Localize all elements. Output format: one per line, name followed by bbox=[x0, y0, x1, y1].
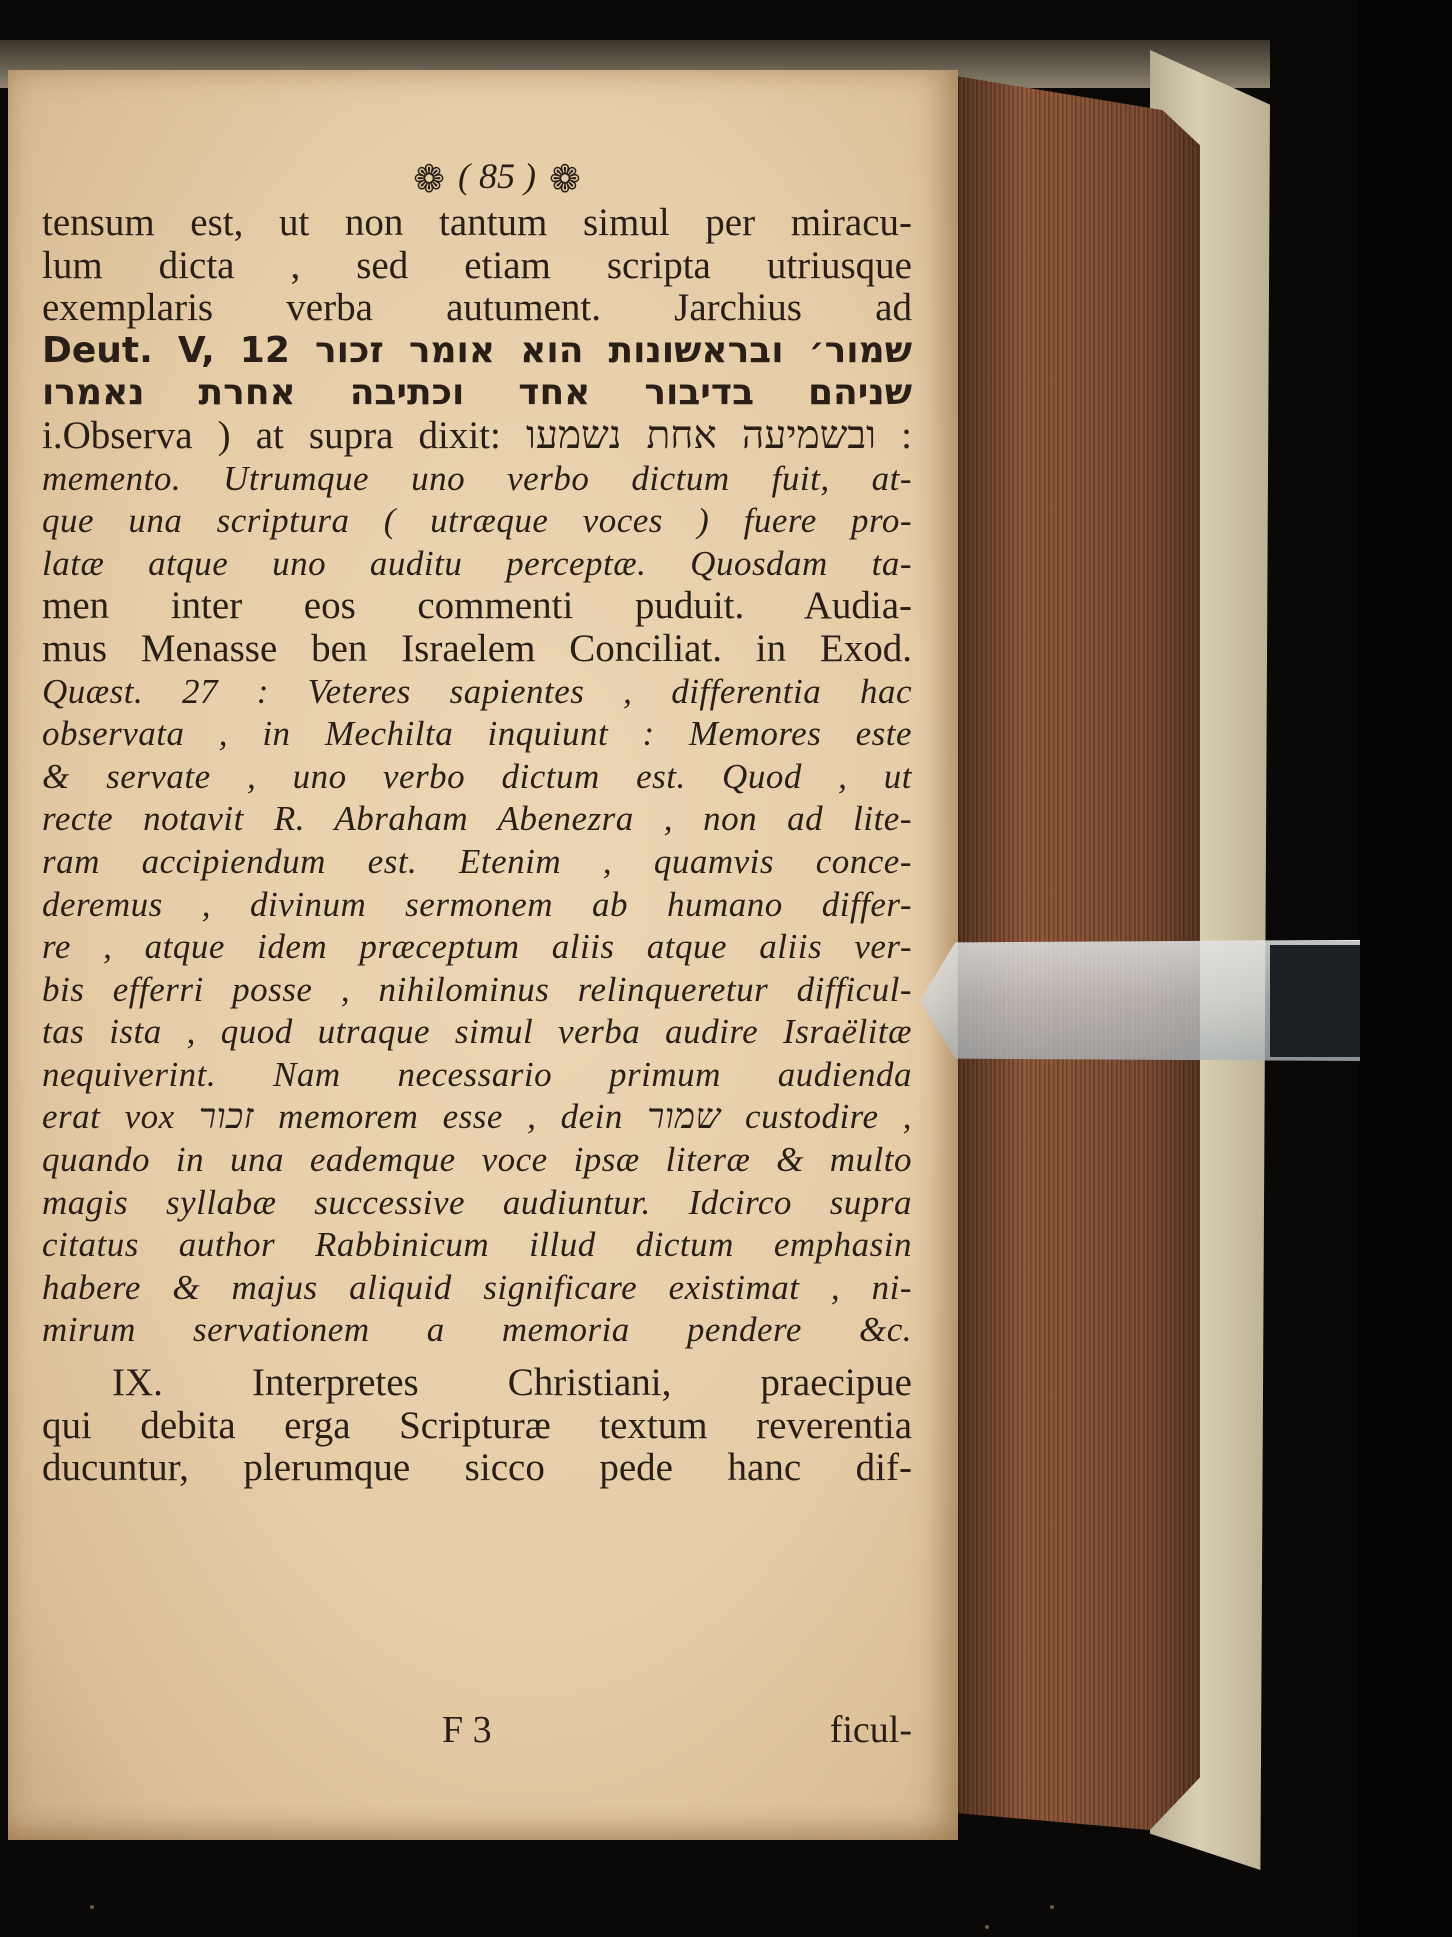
ornament-right-icon: ❁ bbox=[548, 158, 581, 201]
dust-speck bbox=[985, 1925, 989, 1929]
text-line: observata , in Mechilta inquiunt : Memores este bbox=[42, 714, 912, 754]
text-line-hebrew: שניהם בדיבור אחד וכתיבה אחרת נאמרו bbox=[42, 372, 912, 414]
text-line: Quæst. 27 : Veteres sapientes , differentia hac bbox=[42, 671, 912, 711]
text-line: que una scriptura ( utræque voces ) fuere pro- bbox=[42, 501, 912, 541]
page-number: ( 85 ) bbox=[458, 156, 536, 196]
text-line: mirum servationem a memoria pendere &c. bbox=[42, 1310, 912, 1350]
text-line: citatus author Rabbinicum illud dictum emphasin bbox=[42, 1225, 912, 1265]
text-line: ram accipiendum est. Etenim , quamvis conce- bbox=[42, 841, 912, 881]
ornament-left-icon: ❁ bbox=[413, 158, 445, 201]
text-line: ducuntur, plerumque sicco pede hanc dif- bbox=[42, 1447, 912, 1490]
text-line: IX. Interpretes Christiani, praecipue bbox=[112, 1362, 912, 1405]
text-line: re , atque idem præceptum aliis atque aliis ver- bbox=[42, 927, 912, 967]
signature-mark: F 3 bbox=[442, 1709, 492, 1751]
text-line: habere & majus aliquid significare existimat , ni- bbox=[42, 1267, 912, 1307]
text-line: tas ista , quod utraque simul verba audire Israëlitæ bbox=[42, 1012, 912, 1052]
text-line: tensum est, ut non tantum simul per miracu- bbox=[42, 202, 912, 244]
text-line: bis efferri posse , nihilominus relinqueretur difficul- bbox=[42, 969, 912, 1009]
text-line: qui debita erga Scripturæ textum reverentia bbox=[42, 1404, 912, 1447]
text-line: nequiverint. Nam necessario primum audienda bbox=[42, 1054, 912, 1094]
text-line: memento. Utrumque uno verbo dictum fuit, at- bbox=[42, 458, 912, 498]
text-line: deremus , divinum sermonem ab humano differ- bbox=[42, 884, 912, 924]
page-text bbox=[42, 150, 912, 1490]
text-line: magis syllabæ successive audiuntur. Idcirco supra bbox=[42, 1182, 912, 1222]
text-line: men inter eos commenti puduit. Audia- bbox=[42, 585, 912, 628]
text-line: latæ atque uno auditu perceptæ. Quosdam ta- bbox=[42, 543, 912, 583]
background-dark bbox=[1358, 0, 1452, 1937]
page-footer bbox=[42, 1708, 912, 1752]
text-line: erat vox זכור memorem esse , dein שמור custodire , bbox=[42, 1097, 912, 1137]
bookmark-shadow bbox=[1270, 945, 1360, 1057]
dust-speck bbox=[1050, 1905, 1054, 1909]
text-line: lum dicta , sed etiam scripta utriusque bbox=[42, 244, 912, 287]
catchword: ficul- bbox=[829, 1709, 912, 1751]
text-line: i.Observa ) at supra dixit: ובשמיעה אחת נשמעו : bbox=[42, 414, 912, 457]
dust-speck bbox=[90, 1905, 94, 1909]
text-line-hebrew: Deut. V, 12 שמור׳ ובראשונות הוא אומר זכור bbox=[42, 329, 912, 371]
text-line: & servate , uno verbo dictum est. Quod , ut bbox=[42, 756, 912, 796]
text-line: mus Menasse ben Israelem Conciliat. in Exod. bbox=[42, 627, 912, 670]
text-line: quando in una eademque voce ipsæ literæ & multo bbox=[42, 1140, 912, 1180]
text-line: recte notavit R. Abraham Abenezra , non ad lite- bbox=[42, 799, 912, 839]
running-head bbox=[82, 150, 912, 202]
text-line: exemplaris verba autument. Jarchius ad bbox=[42, 287, 912, 330]
